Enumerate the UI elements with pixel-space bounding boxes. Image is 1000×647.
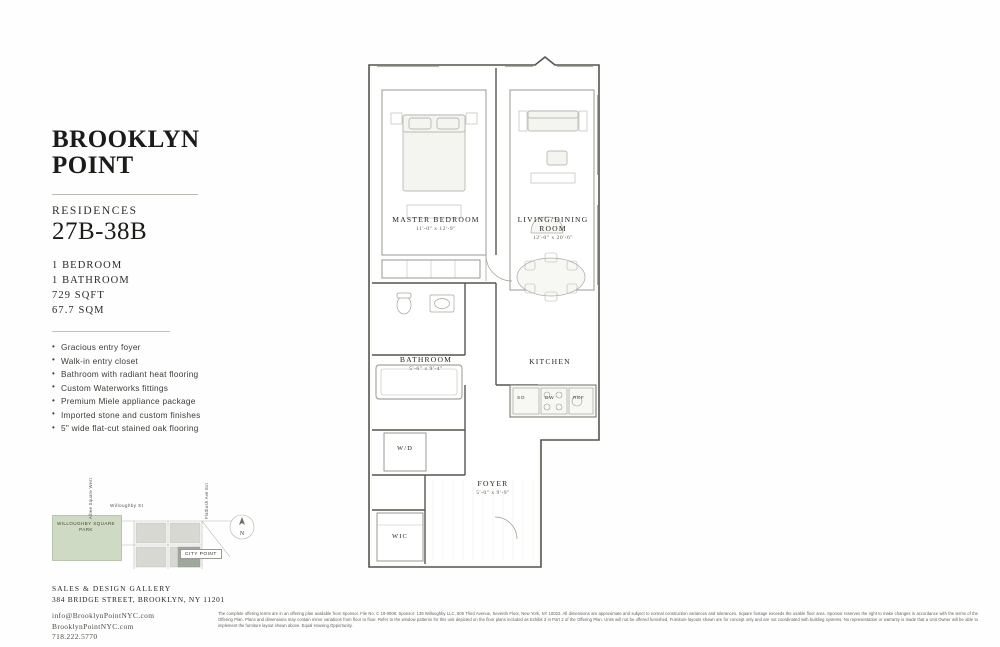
list-item: • Premium Miele appliance package [52, 395, 302, 408]
features-list [52, 341, 302, 435]
svg-text:N: N [239, 531, 245, 537]
room-label-living-dining: LIVING/DINING ROOM 12'-0" x 20'-6" [517, 215, 589, 241]
room-label-master-bedroom: MASTER BEDROOM 11'-0" x 12'-9" [392, 215, 480, 232]
residences-label: RESIDENCES [52, 204, 138, 217]
list-item: • Gracious entry foyer [52, 341, 302, 354]
info-panel [52, 128, 302, 435]
gallery-address: 384 BRIDGE STREET, BROOKLYN, NY 11201 [52, 595, 225, 604]
brand-line-1: BROOKLYN [52, 126, 200, 153]
list-item: • Imported stone and custom finishes [52, 409, 302, 422]
appliance-label-dw: DW [545, 396, 555, 401]
divider-rule [52, 194, 198, 195]
room-label-foyer: FOYER 5'-0" x 9'-9" [476, 479, 510, 496]
divider-rule-2 [52, 331, 170, 332]
room-label-washer-dryer: W/D [396, 445, 414, 452]
unit-specs [52, 258, 302, 319]
map-street-grid [122, 505, 282, 569]
contact-website[interactable]: BrooklynPointNYC.com [52, 621, 134, 631]
room-label-kitchen: KITCHEN [529, 357, 571, 366]
spec-sqm: 67.7 SQM [52, 305, 105, 317]
appliance-label-ref: REF [573, 396, 585, 401]
spec-sqft: 729 SQFT [52, 289, 105, 301]
street-label-willoughby: Willoughby St [110, 503, 144, 508]
contact-phone[interactable]: 718.222.5770 [52, 632, 98, 642]
gallery-title: SALES & DESIGN GALLERY [52, 584, 172, 593]
spec-bedrooms: 1 BEDROOM [52, 259, 123, 271]
street-label-flatbush-ave-ext: Flatbush Ave Ext [204, 482, 209, 519]
floor-plan-drawing [355, 55, 755, 575]
brand-logo [52, 128, 302, 178]
list-item: • 5" wide flat-cut stained oak flooring [52, 422, 302, 435]
street-label-albee-square-west: Albee Square West [88, 477, 93, 519]
spec-bathrooms: 1 BATHROOM [52, 274, 130, 286]
room-label-bathroom: BATHROOM 5'-6" x 9'-4" [399, 355, 453, 372]
unit-range: 27B-38B [52, 217, 148, 245]
location-map [52, 477, 282, 569]
brand-line-2: POINT [52, 151, 134, 179]
list-item: • Bathroom with radiant heat flooring [52, 368, 302, 381]
city-point-marker: CITY POINT [180, 549, 222, 559]
appliance-label-so: SO [517, 396, 526, 401]
park-label: WILLOUGHBY SQUARE PARK [56, 521, 116, 533]
list-item: • Walk-in entry closet [52, 355, 302, 368]
contact-email[interactable]: info@BrooklynPointNYC.com [52, 611, 155, 620]
room-label-wic: WIC [391, 533, 409, 540]
list-item: • Custom Waterworks fittings [52, 382, 302, 395]
legal-disclaimer: The complete offering terms are in an offering plan available from Sponsor. File No. C 18-0008. Sponsor: 138 Willoughby LLC, 805 Third Avenue, Seventh Floor, New York, NY 10022. All dimensions are approximate and subject to normal construction variances and tolerances. Square footage exceeds the usable floor area. Sponsor reserves the right to make changes in accordance with the terms of the Offering Plan. Plans and dimensions may contain minor variations from floor to floor. Refer to the window patterns for this unit depicted on the floor plans included as Exhibit 3 in Part 2 of the Offering Plan. Units will not be offered furnished. Furniture layouts shown are for concept only and are not coordinated with building systems. No representation or warranty is made that a Unit Owner will be able to implement the furniture layout shown above. Equal Housing Opportunity. [218, 611, 978, 629]
